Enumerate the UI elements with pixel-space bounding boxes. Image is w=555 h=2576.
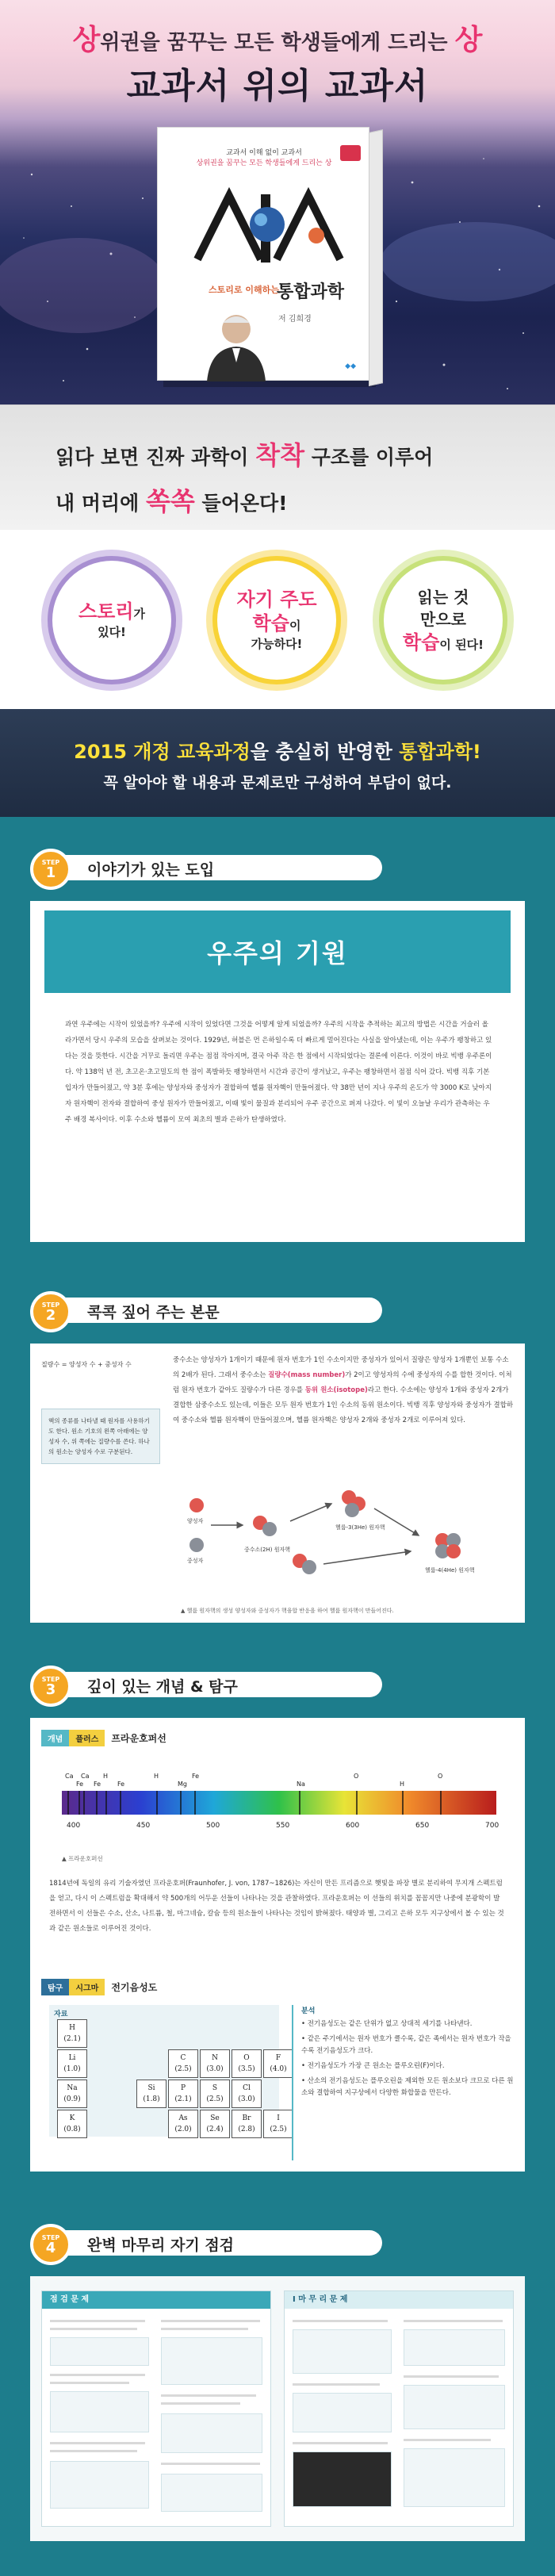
publisher-logo: ◆◆	[345, 362, 356, 370]
element-cell: Na (0.9)	[57, 2080, 87, 2108]
wavelength-tick: 400	[67, 1822, 81, 1830]
check-problems-page: 점 검 문 제	[41, 2290, 271, 2527]
step-3-body-text: 1814년에 독일의 유리 기술자였던 프라운호퍼(Fraunhofer, J. von, 1787~1826)는 자신이 만든 프리즘으로 햇빛을 파장 별로 분리하여 무지개 스펙트럼을 얻고, 다시 이 스펙트럼을 확대해서 약 500개의 어두운 선들이 나타나는 것을 관찰하였다. 프라운호퍼는 이 선들의 위치를 꼼꼼지만 나중에 분광학이 발전하면서 이 선들은 수소, 산소, 나트륨, 철, 마그네슘, 칼슘 등의 원소들이 나타나는 것임이 밝혀졌다. 태양과 별, 그리고 은하 모두 지구상에서 볼 수 있는 것과 같은 원소들로 이루어진 것이다.	[49, 1880, 504, 1933]
wavelength-tick: 450	[136, 1822, 151, 1830]
element-cell: O (3.5)	[232, 2049, 262, 2078]
neutron-icon	[189, 1538, 204, 1552]
step-4-badge: STEP 4	[30, 2224, 71, 2265]
label-deuterium: 중수소(2H) 원자핵	[244, 1547, 290, 1553]
wavelength-tick: 500	[206, 1822, 220, 1830]
step-2-badge: STEP 2	[30, 1291, 71, 1332]
book-author: 저 김희경	[278, 315, 312, 324]
feature-reading: 읽는 것 만으로 학습이 된다!	[373, 550, 514, 691]
analysis-bullet: • 전기음성도가 가장 큰 원소는 플루오린(F)이다.	[301, 2062, 445, 2070]
label-proton: 양성자	[187, 1518, 204, 1524]
book-badge	[340, 145, 361, 161]
element-cell: Br (2.8)	[232, 2110, 262, 2138]
curriculum-banner	[0, 709, 555, 817]
element-cell: K (0.8)	[57, 2110, 87, 2138]
step-1-title-banner: 우주의 기원	[44, 910, 511, 993]
tagline-line-1: 읽다 보면 진짜 과학이 착착 구조를 이루어	[56, 440, 434, 470]
step-1-badge: STEP 1	[30, 849, 71, 890]
element-label: Fe	[117, 1781, 125, 1788]
tagline-section	[0, 404, 555, 530]
label-neutron: 중성자	[187, 1558, 204, 1564]
step-2-side-note: 핵의 종류를 나타낼 때 원자를 사용하기도 한다. 원소 기호의 왼쪽 아래에는 양성자 수, 위 쪽에는 질량수를 쓴다. 하나의 원소는 양성자 수로 구분된다.	[41, 1409, 160, 1464]
element-label: O	[438, 1773, 443, 1780]
concept-plus-tag: 개념 플러스 프라운호퍼선	[41, 1729, 166, 1746]
steps-section	[0, 817, 555, 2576]
step-4-sample	[30, 2276, 525, 2541]
element-label: Fe	[94, 1781, 101, 1788]
label-helium3: 헬륨-3(3He) 원자핵	[335, 1524, 385, 1531]
element-label: O	[354, 1773, 359, 1780]
spectrum-caption: ▲ 프라운호퍼선	[62, 1855, 103, 1862]
step-1-sample	[30, 901, 525, 1242]
element-cell: As (2.0)	[168, 2110, 198, 2138]
book-tagline: 교과서 이해 없이 교과서 상위권을 꿈꾸는 모든 학생들에게 드리는 상	[196, 149, 332, 167]
element-cell: P (2.1)	[168, 2080, 198, 2108]
feature-story: 스토리가 있다!	[41, 550, 182, 691]
element-label: H	[103, 1773, 109, 1780]
element-cell: N (3.0)	[200, 2049, 230, 2078]
step-1-body-text: 과연 우주에는 시작이 있었을까? 우주에 시작이 있었다면 그것을 어떻게 알게 되었을까? 우주의 시작을 추적하는 최고의 방법은 시간을 거슬러 올라가면서 당시 우주의 모습을 살펴보는 것이다. 1929년, 허블은 먼 은하일수록 더 빠르게 멀어진다는 사실을 알아냈는데, 이는 우주가 팽창하고 있다는 것을 뜻한다. 시간을 거꾸로 돌리면 우주는 점점 작아지며, 결국 아주 작은 한 점에서 시작되었다는 결론에 이른다. 이것이 바로 빅뱅 우주론이다. 약 138억 년 전, 초고온·초고밀도의 한 점이 폭발하듯 팽창하면서 시간과 공간이 생겨났고, 우주는 팽창하면서 점점 식어 갔다. 빅뱅 직후 기본 입자가 만들어졌고, 약 3분 후에는 양성자와 중성자가 결합하여 헬륨 원자핵이 만들어졌다. 약 38만 년이 지나 우주의 온도가 약 3000 K로 낮아지자 원자핵이 전자와 결합하여 중성 원자가 만들어졌고, 이때 빛이 물질과 분리되어 우주 공간으로 퍼져 나갔다. 이 빛이 오늘날 우리가 관측하는 우주 배경 복사이다. 이후 수소와 헬륨이 모여 최초의 별과 은하가 탄생하였다.	[65, 1021, 492, 1124]
book-subtitle: 스토리로 이해하는	[209, 285, 279, 295]
book-spine	[369, 129, 383, 386]
wavelength-tick: 650	[415, 1822, 430, 1830]
step-4-header: STEP 4 완벽 마무리 자기 점검	[30, 2224, 403, 2260]
analysis-bullet: • 전기음성도는 같은 단위가 없고 상대적 세기를 나타낸다.	[301, 2020, 473, 2028]
review-problems-page: I 마 무 리 문 제	[284, 2290, 514, 2527]
analysis-bullet: • 산소의 전기음성도는 플루오린을 제외한 모든 원소보다 크므로 다른 원소와 결합하여 지구상에서 다양한 화합물을 만든다.	[301, 2077, 514, 2097]
element-label: Mg	[178, 1781, 187, 1788]
hero-headline-1: 상위권을 꿈꾸는 모든 학생들에게 드리는 상	[72, 24, 483, 56]
banner-line-1: 2015 개정 교육과정을 충실히 반영한 통합과학!	[74, 741, 481, 763]
step-2-body-text: 중수소는 양성자가 1개이기 때문에 원자 번호가 1인 수소이지만 중성자가 있어서 질량은 양성자 1개뿐인 보통 수소의 2배가 된다. 그래서 중수소는 질량수(mass number)가 2이고 양성자의 수에 중성자의 수를 합한 것이다. 이처럼 원자 번호가 같아도 질량수가 다른 경우를 동위 원소(isotope)라고 한다. 수소에는 양성자 1개와 중성자 2개가 결합한 삼중수소도 있는데, 이들은 모두 원자 번호가 1인 수소의 동위 원소이다. 빅뱅 직후 양성자와 중성자가 결합하여 중수소와 헬륨 원자핵이 만들어졌으며, 헬륨 원자핵은 양성자 2개와 중성자 2개로 이루어져 있다.	[173, 1356, 514, 1424]
element-cell: I (2.5)	[263, 2110, 293, 2138]
label-helium4: 헬륨-4(4He) 원자핵	[425, 1567, 475, 1574]
helium-formation-diagram	[173, 1474, 514, 1593]
hero-headline-2: 교과서 위의 교과서	[126, 66, 429, 106]
step-3-sample	[30, 1718, 525, 2172]
book-main-title: 통합과학	[277, 282, 345, 302]
element-cell: Li (1.0)	[57, 2049, 87, 2078]
element-cell: F (4.0)	[263, 2049, 293, 2078]
author-photo	[202, 307, 270, 381]
step-3-header: STEP 3 깊이 있는 개념 & 탐구	[30, 1666, 403, 1702]
element-label: Fe	[76, 1781, 84, 1788]
proton-icon	[189, 1498, 204, 1512]
element-cell: C (2.5)	[168, 2049, 198, 2078]
wavelength-tick: 700	[485, 1822, 500, 1830]
electronegativity-table: 자료 H (2.1) Li (1.0) C (2.5) N (3.0) O (3.5) F (4.0) Na (0.9) Si (1.8) P (2.1) S (2.5) Cl (3.0) K (0.8) As (2.0) Se (2.4) Br (2.8) I (2.5)	[49, 2005, 279, 2137]
fraunhofer-spectrum	[62, 1764, 500, 1843]
step-2-side-formula: 질량수 = 양성자 수 + 중성자 수	[41, 1361, 132, 1368]
hero-section	[0, 0, 555, 404]
step-2-caption: ▲ 헬륨 원자핵의 생성 양성자와 중성자가 핵융합 반응을 하여 헬륨 원자핵이 만들어진다.	[181, 1608, 394, 1614]
element-cell: S (2.5)	[200, 2080, 230, 2108]
element-label: Ca	[81, 1773, 90, 1780]
element-label: Fe	[192, 1773, 200, 1780]
feature-circles	[0, 530, 555, 709]
analysis-box: 분석 • 전기음성도는 같은 단위가 없고 상대적 세기를 나타낸다. • 같은 주기에서는 원자 번호가 클수록, 같은 족에서는 원자 번호가 작을수록 전기음성도가 크다. • 전기음성도가 가장 큰 원소는 플루오린(F)이다. • 산소의 전기음성도는 플루오린을 제외한 모든 원소보다 크므로 다른 원소와 결합하여 지구상에서 다양한 화합물을 만든다.	[292, 2005, 514, 2160]
book-title-logo	[182, 180, 348, 275]
banner-line-2: 꼭 알아야 할 내용과 문제로만 구성하여 부담이 없다.	[103, 774, 452, 792]
element-label: H	[400, 1781, 405, 1788]
wavelength-tick: 550	[276, 1822, 290, 1830]
element-label: H	[154, 1773, 159, 1780]
element-cell: Se (2.4)	[200, 2110, 230, 2138]
element-label: Ca	[65, 1773, 74, 1780]
element-cell: Cl (3.0)	[232, 2080, 262, 2108]
element-cell: H (2.1)	[57, 2019, 87, 2048]
tagline-line-2: 내 머리에 쏙쏙 들어온다!	[56, 486, 288, 516]
element-label: Na	[297, 1781, 305, 1788]
step-2-sample	[30, 1344, 525, 1623]
wavelength-tick: 600	[346, 1822, 360, 1830]
step-3-badge: STEP 3	[30, 1666, 71, 1707]
inquiry-sigma-tag: 탐구 시그마 전기음성도	[41, 1978, 157, 1995]
analysis-bullet: • 같은 주기에서는 원자 번호가 클수록, 같은 족에서는 원자 번호가 작을수록 전기음성도가 크다.	[301, 2035, 511, 2055]
book-cover	[157, 127, 369, 381]
element-cell: Si (1.8)	[136, 2080, 166, 2108]
step-1-header: STEP 1 이야기가 있는 도입	[30, 849, 403, 885]
step-2-header: STEP 2 콕콕 짚어 주는 본문	[30, 1291, 403, 1328]
feature-self-study: 자기 주도 학습이 가능하다!	[206, 550, 347, 691]
